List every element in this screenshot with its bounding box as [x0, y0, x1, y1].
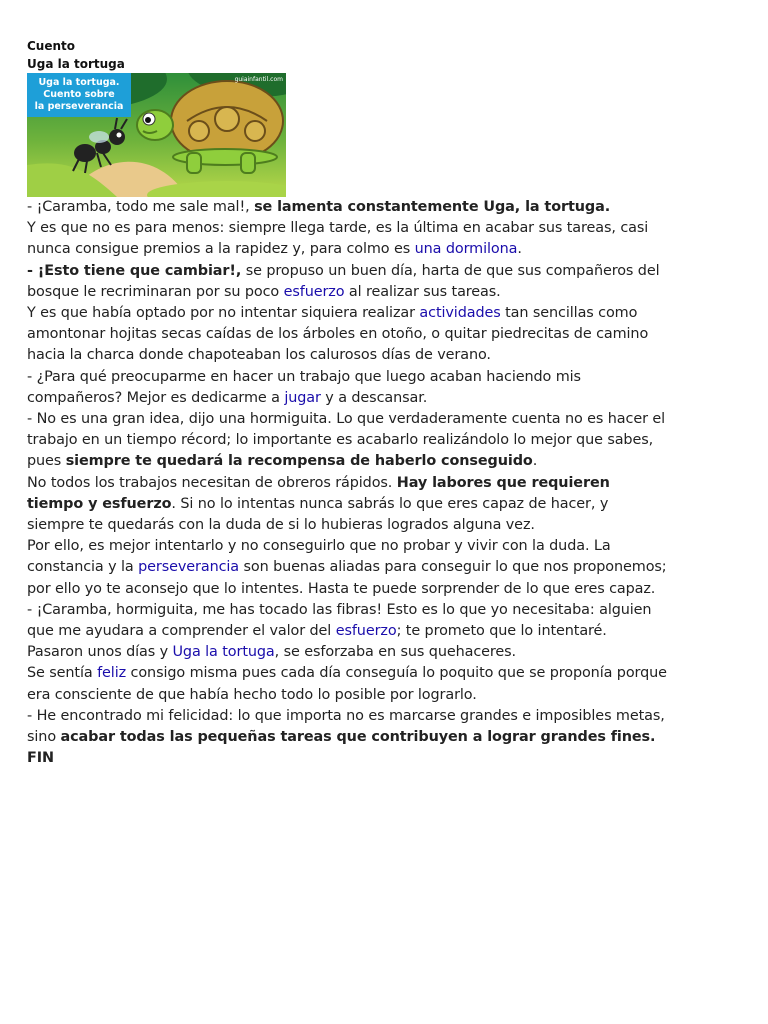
illustration-watermark: guiainfantil.com	[234, 76, 283, 83]
story-paragraph	[27, 367, 667, 409]
story-paragraph	[27, 218, 667, 260]
paragraph-text: consigo misma pues cada día conseguía lo poquito que se proponía porque era consciente de que había hecho todo lo posible por lograrlo.	[27, 665, 667, 703]
paragraph-text: Por ello, es mejor intentarlo y no conseguirlo que no probar y vivir con la duda. La constancia y la	[27, 538, 611, 576]
paragraph-text: - ¡Caramba, todo me sale mal!,	[27, 199, 255, 215]
story-paragraph	[27, 261, 667, 303]
bold-text: acabar todas las pequeñas tareas que contribuyen a lograr grandes fines.	[60, 729, 656, 746]
bold-text: - ¡Esto tiene que cambiar!,	[27, 262, 242, 279]
paragraph-text: tan sencillas como amontonar hojitas secas caídas de los árboles en otoño, o quitar piedrecitas de camino hacia la charca donde chapoteaban los calurosos días de verano.	[27, 305, 649, 364]
paragraph-text: Se sentía	[27, 665, 98, 682]
story-kicker: Cuento	[27, 39, 76, 53]
story-paragraph	[27, 473, 667, 537]
story-paragraph	[27, 197, 667, 218]
story-paragraph	[27, 706, 667, 748]
inline-link[interactable]: esfuerzo	[283, 283, 345, 300]
paragraph-text: al realizar sus tareas.	[344, 283, 501, 300]
illustration-caption-line: la perseverancia	[34, 101, 124, 112]
paragraph-text: son buenas aliadas para conseguir lo que nos proponemos; por ello yo te aconsejo que lo intentes. Hasta te puede sorprender de lo que eres capaz.	[27, 559, 667, 597]
paragraph-text: - ¿Para qué preocuparme en hacer un trabajo que luego acaban haciendo mis compañeros? Mejor es dedicarme a	[27, 368, 581, 406]
paragraph-text: - ¡Caramba, hormiguita, me has tocado las fibras! Esto es lo que yo necesitaba: alguien que me ayudara a comprender el valor del	[27, 601, 652, 640]
inline-link[interactable]: feliz	[97, 665, 127, 682]
paragraph-text: se propuso un buen día, harta de que sus compañeros del bosque le recriminaran por su poco	[27, 262, 660, 300]
inline-link[interactable]: perseverancia	[138, 559, 240, 576]
paragraph-text: y a descansar.	[320, 389, 428, 406]
illustration-caption-line: Cuento sobre	[43, 89, 115, 100]
paragraph-text: Y es que no es para menos: siempre llega tarde, es la última en acabar sus tareas, casi nunca consigue premios a la rapidez y, para colmo es	[27, 220, 649, 258]
inline-link[interactable]: esfuerzo	[335, 623, 397, 640]
bold-text: Hay labores que requieren tiempo y esfuerzo	[27, 474, 610, 512]
paragraph-text: .	[532, 453, 538, 470]
story-illustration	[27, 73, 286, 197]
story-paragraph	[27, 663, 667, 705]
inline-link[interactable]: Uga la tortuga	[172, 644, 275, 661]
story-paragraph	[27, 748, 667, 769]
story-paragraph	[27, 642, 667, 663]
paragraph-text: . Si no lo intentas nunca sabrás lo que eres capaz de hacer, y siempre te quedarás con la duda de si lo hubieras logrados alguna vez.	[27, 495, 609, 534]
story-title: Uga la tortuga	[27, 57, 125, 71]
inline-link[interactable]: jugar	[284, 389, 321, 406]
story-paragraph	[27, 536, 667, 600]
paragraph-text: - No es una gran idea, dijo una hormiguita. Lo que verdaderamente cuenta no es hacer el trabajo en un tiempo récord; lo importante es acabarlo realizándolo lo mejor que sabes, pues	[27, 411, 666, 470]
paragraph-text: .	[517, 241, 522, 258]
paragraph-text: No todos los trabajos necesitan de obreros rápidos.	[27, 474, 397, 491]
paragraph-text: Pasaron unos días y	[27, 644, 173, 661]
bold-text: se lamenta constantemente Uga, la tortuga.	[254, 199, 611, 215]
bold-text: siempre te quedará la recompensa de haberlo conseguido	[65, 453, 533, 470]
paragraph-text: ; te prometo que lo intentaré.	[396, 623, 607, 640]
illustration-caption-line: Uga la tortuga.	[38, 77, 120, 88]
bold-text: FIN	[27, 750, 54, 767]
paragraph-text: Y es que había optado por no intentar siquiera realizar	[27, 305, 420, 322]
inline-link[interactable]: actividades	[419, 305, 501, 322]
story-paragraph	[27, 600, 667, 642]
paragraph-text: - He encontrado mi felicidad: lo que importa no es marcarse grandes e imposibles metas, sino	[27, 707, 665, 746]
story-document	[27, 37, 667, 769]
paragraph-text: , se esforzaba en sus quehaceres.	[274, 644, 517, 661]
story-paragraph	[27, 409, 667, 473]
inline-link[interactable]: una dormilona	[414, 241, 518, 258]
story-body	[27, 197, 667, 769]
story-paragraph	[27, 303, 667, 367]
